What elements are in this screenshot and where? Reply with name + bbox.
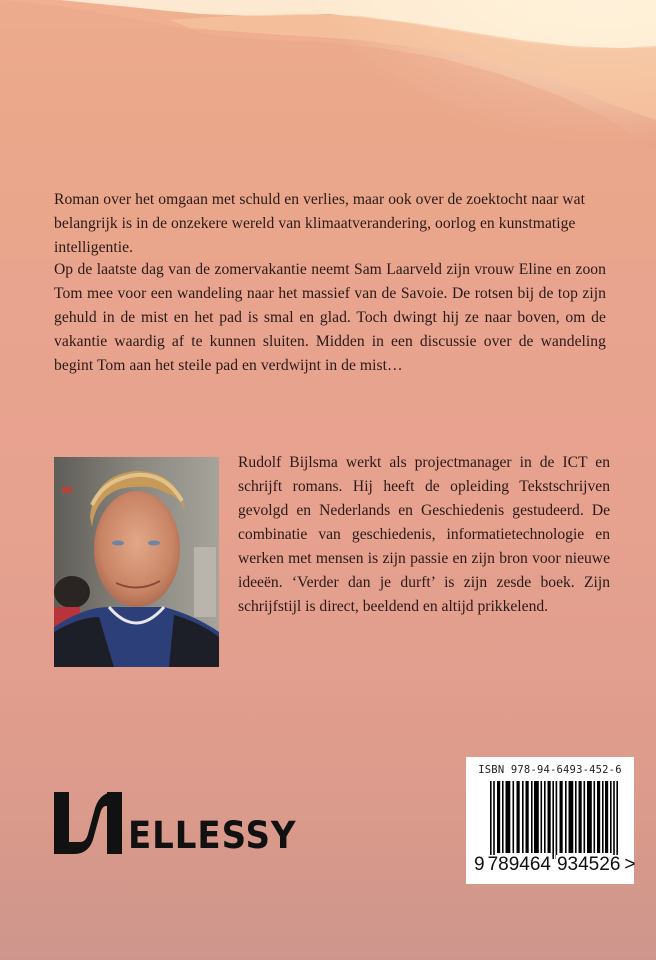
ean-group-right: 934526 (556, 854, 621, 875)
publisher-logo (54, 786, 311, 856)
isbn-barcode (466, 757, 634, 884)
publisher-name: ELLESSY (128, 814, 297, 857)
author-bio: Rudolf Bijlsma werkt als projectmanager in de ICT en schrijft romans. Hij heeft de opleiding Tekstschrijven gevolgd en Nederlands en Geschiedenis gestudeerd. De combinatie van geschiedenis, informatietechnologie en werken met mensen is zijn passie en zijn bron voor nieuwe ideeën. ‘Verder dan je durft’ is zijn zesde boek. Zijn schrijfstijl is direct, beeldend en altijd prikkelend. (238, 454, 610, 615)
isbn-number: ISBN 978-94-6493-452-6 (478, 764, 622, 776)
author-photo (54, 457, 219, 667)
ellessy-logo-mark-icon (54, 790, 124, 856)
barcode-bars-icon (490, 781, 618, 859)
ean-quiet-zone-arrow: > (624, 854, 636, 875)
blurb-paragraph-2: Op de laatste dag van de zomervakantie neemt Sam Laarveld zijn vrouw Eline en zoon Tom mee voor een wandeling naar het massief van de Savoie. De rotsen bij de top zijn gehuld in de mist en het pad is smal en glad. Toch dwingt hij ze naar boven, om de vakantie waardig af te kunnen sluiten. Midden in een discussie over de wandeling begint Tom aan het steile pad en verdwijnt in de mist… (54, 261, 606, 374)
ean-group-left: 789464 (487, 854, 551, 875)
ean-first-digit: 9 (474, 854, 485, 875)
ean-digits (474, 855, 634, 874)
author-portrait-image (54, 457, 219, 667)
blurb-paragraph-1: Roman over het omgaan met schuld en verlies, maar ook over de zoektocht naar wat belangrijk is in de onzekere wereld van klimaatverandering, oorlog en kunstmatige intelligentie. (54, 190, 585, 256)
